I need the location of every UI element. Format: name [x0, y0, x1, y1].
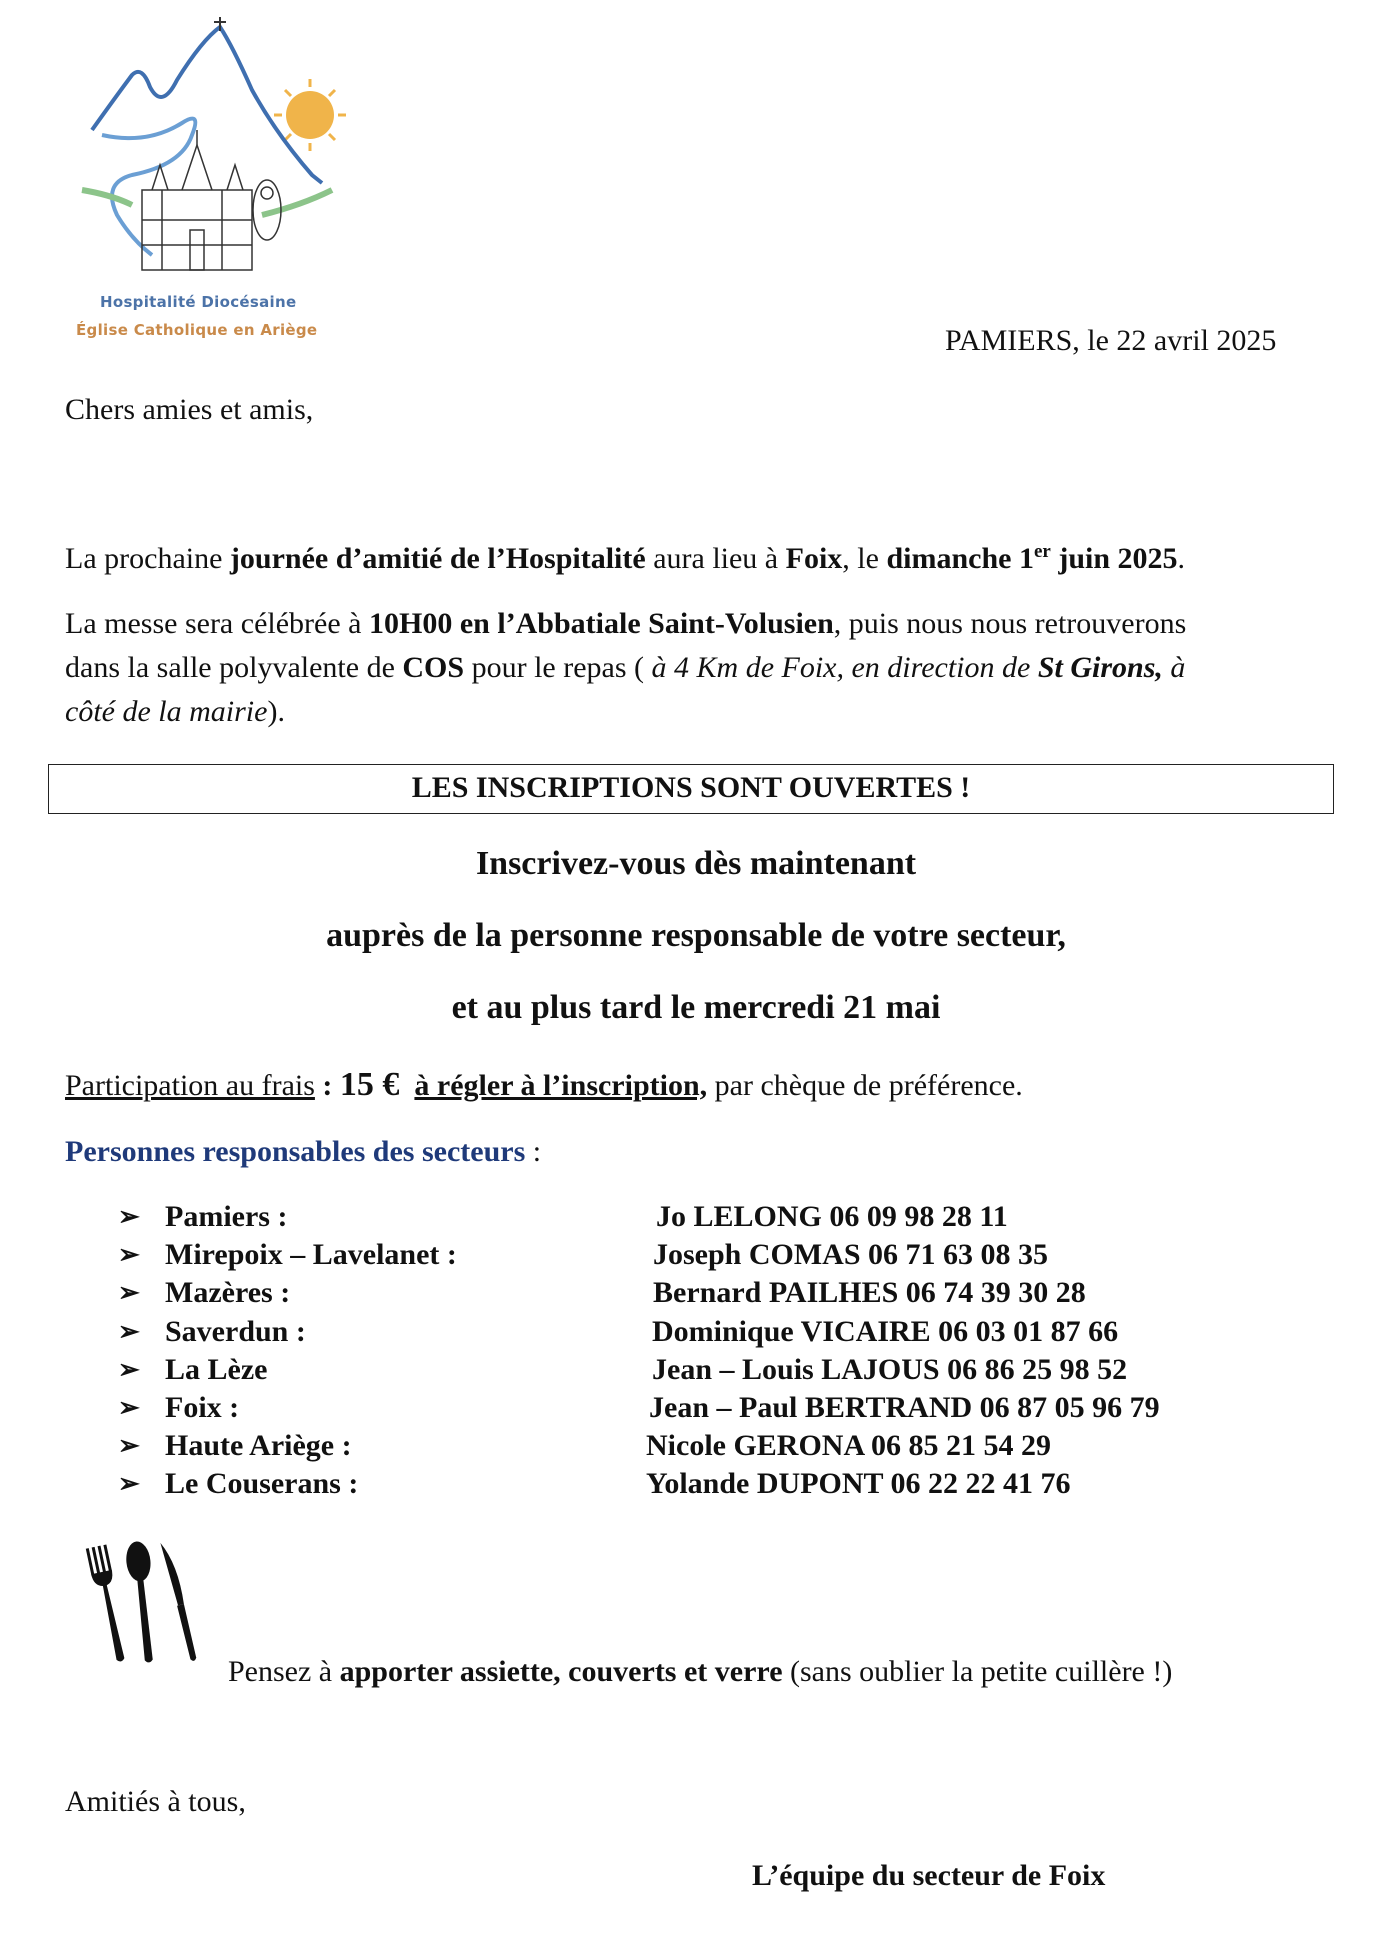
sector-contact: Jean – Paul BERTRAND 06 87 05 96 79: [649, 1390, 1160, 1424]
sector-name: Pamiers :: [165, 1200, 288, 1233]
mountain-church-logo: [62, 15, 362, 290]
arrow-bullet-icon: ➢: [118, 1354, 140, 1384]
sector-name: Mazères :: [165, 1276, 291, 1310]
sector-contact: Bernard PAILHES 06 74 39 30 28: [653, 1276, 1086, 1310]
sector-name: Saverdun :: [165, 1314, 306, 1348]
closing: Amitiés à tous,: [65, 1785, 246, 1818]
greeting: Chers amies et amis,: [65, 393, 314, 426]
arrow-bullet-icon: ➢: [118, 1469, 140, 1499]
sector-contact: Joseph COMAS 06 71 63 08 35: [653, 1238, 1049, 1272]
headline-line3: et au plus tard le mercredi 21 mai: [451, 989, 941, 1026]
list-item: [118, 1389, 1318, 1427]
sector-name: Foix :: [165, 1390, 240, 1424]
diocese-logo: [62, 15, 362, 350]
logo-line1: Hospitalité Diocésaine: [100, 293, 297, 311]
sector-name: Haute Ariège :: [165, 1429, 352, 1463]
sector-contact: Jo LELONG 06 09 98 28 11: [656, 1200, 1008, 1233]
cutlery-icon: [80, 1535, 210, 1670]
signature: L’équipe du secteur de Foix: [752, 1859, 1106, 1892]
paragraph-event: La prochaine journée d’amitié de l’Hospitalité aura lieu à Foix, le dimanche 1er juin 2025.: [65, 541, 1186, 575]
sector-contact: Yolande DUPONT 06 22 22 41 76: [646, 1467, 1071, 1501]
list-item: [118, 1351, 1318, 1389]
sector-name: Le Couserans :: [165, 1467, 359, 1501]
bring-reminder: Pensez à apporter assiette, couverts et verre (sans oublier la petite cuillère !): [228, 1655, 1173, 1688]
list-item: [118, 1465, 1318, 1503]
sector-list: [118, 1198, 1318, 1504]
sector-contact: Jean – Louis LAJOUS 06 86 25 98 52: [652, 1352, 1128, 1386]
fee-line: Participation au frais : 15 € à régler à l’inscription, par chèque de préférence.: [65, 1066, 1023, 1103]
arrow-bullet-icon: ➢: [118, 1392, 140, 1422]
logo-line2: Église Catholique en Ariège: [76, 321, 318, 339]
list-item: [118, 1313, 1318, 1351]
arrow-bullet-icon: ➢: [118, 1316, 140, 1346]
headline-line2: auprès de la personne responsable de votre secteur,: [326, 917, 1066, 954]
list-item: [118, 1236, 1318, 1274]
arrow-bullet-icon: ➢: [118, 1278, 140, 1308]
registration-banner: LES INSCRIPTIONS SONT OUVERTES !: [48, 764, 1334, 814]
list-item: [118, 1427, 1318, 1465]
sector-name: La Lèze: [165, 1352, 268, 1386]
arrow-bullet-icon: ➢: [118, 1431, 140, 1461]
list-item: [118, 1198, 1318, 1236]
arrow-bullet-icon: ➢: [118, 1240, 140, 1270]
sector-contact: Nicole GERONA 06 85 21 54 29: [646, 1429, 1051, 1463]
sectors-title: Personnes responsables des secteurs :: [65, 1135, 542, 1168]
sector-contact: Dominique VICAIRE 06 03 01 87 66: [652, 1314, 1119, 1348]
paragraph-mass: La messe sera célébrée à 10H00 en l’Abbatiale Saint-Volusien, puis nous nous retrouverons dans la salle polyvalente de COS pour le repas ( à 4 Km de Foix, en direction de St Girons, à côté de la mairie).: [65, 607, 1187, 728]
headline-line1: Inscrivez-vous dès maintenant: [475, 845, 917, 882]
sector-name: Mirepoix – Lavelanet :: [165, 1238, 457, 1272]
list-item: [118, 1274, 1318, 1312]
arrow-bullet-icon: ➢: [118, 1202, 140, 1231]
letter-date: PAMIERS, le 22 avril 2025: [945, 324, 1277, 357]
